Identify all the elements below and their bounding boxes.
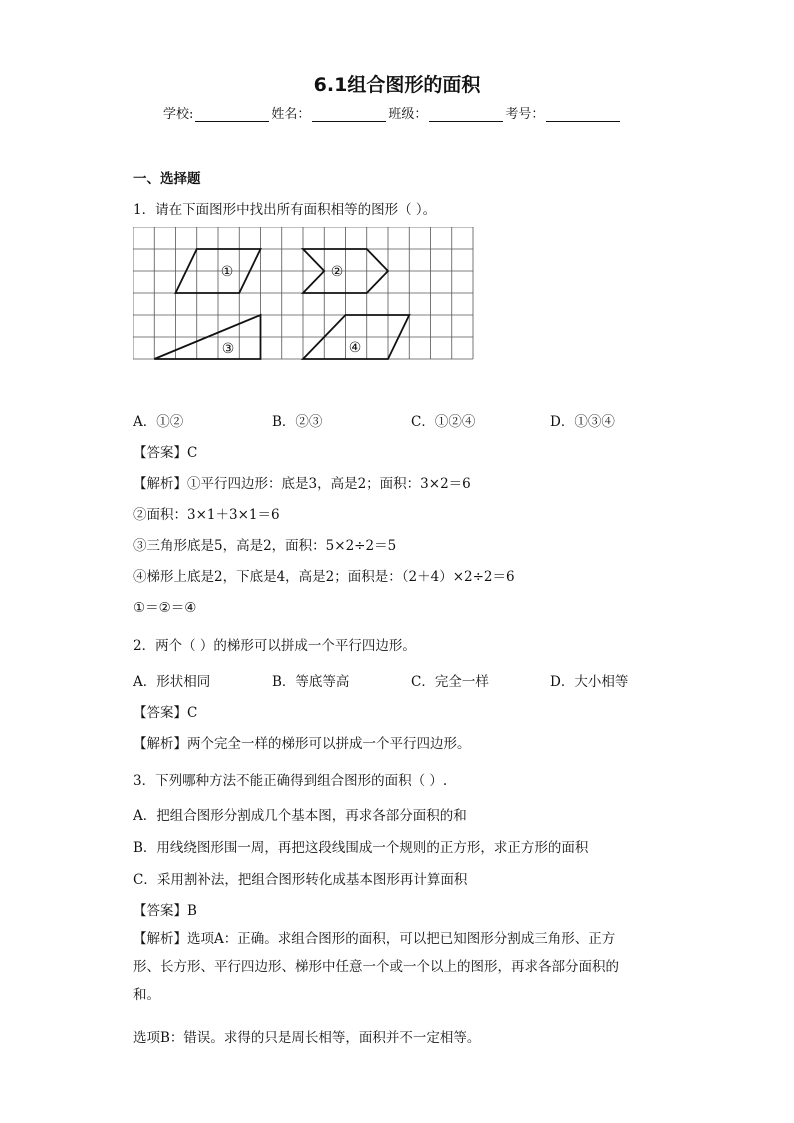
q3-option-b[interactable]: B．用线绕图形围一周，再把这段线围成一个规则的正方形，求正方形的面积 <box>133 840 589 856</box>
section-heading: 一、选择题 <box>133 171 201 187</box>
q2-option-b[interactable]: B．等底等高 <box>272 674 350 690</box>
q1-option-b[interactable]: B．②③ <box>272 414 323 430</box>
q2-option-d[interactable]: D．大小相等 <box>550 674 629 690</box>
q1-option-a[interactable]: A．①② <box>133 414 184 430</box>
q2-stem: 2．两个（ ）的梯形可以拼成一个平行四边形。 <box>133 638 416 654</box>
exam-no-blank[interactable] <box>546 107 620 122</box>
q1-options <box>133 410 689 430</box>
q1-analysis-line: ①＝②＝④ <box>133 600 197 616</box>
q3-stem: 3．下列哪种方法不能正确得到组合图形的面积（ ）. <box>133 773 448 789</box>
q1-answer: 【答案】C <box>133 445 198 461</box>
name-label: 姓名： <box>271 107 311 122</box>
q1-option-c[interactable]: C．①②④ <box>411 414 476 430</box>
q2-options <box>133 670 689 690</box>
school-blank[interactable] <box>195 107 269 122</box>
q1-analysis-line: ④梯形上底是2，下底是4，高是2；面积是：（2＋4）×2÷2＝6 <box>133 569 515 585</box>
q1-grid-figure <box>133 227 474 360</box>
school-label: 学校: <box>163 107 194 122</box>
q2-answer: 【答案】C <box>133 705 198 721</box>
q1-analysis-line: 【解析】①平行四边形：底是3，高是2；面积：3×2＝6 <box>133 476 471 492</box>
q3-option-c[interactable]: C．采用割补法，把组合图形转化成基本图形再计算面积 <box>133 872 468 888</box>
name-blank[interactable] <box>312 107 386 122</box>
q2-analysis: 【解析】两个完全一样的梯形可以拼成一个平行四边形。 <box>133 736 471 752</box>
q1-stem: 1．请在下面图形中找出所有面积相等的图形（ ）。 <box>133 202 437 218</box>
q1-analysis-line: ③三角形底是5，高是2，面积：5×2÷2＝5 <box>133 538 397 554</box>
exam-no-label: 考号： <box>505 107 545 122</box>
class-blank[interactable] <box>429 107 503 122</box>
q3-answer: 【答案】B <box>133 903 197 919</box>
q1-option-d[interactable]: D．①③④ <box>550 414 615 430</box>
shape-3-label: ③ <box>221 341 235 357</box>
student-info-line <box>163 103 622 122</box>
page-title: 6.1组合图形的面积 <box>313 74 481 96</box>
q3-option-a[interactable]: A．把组合图形分割成几个基本图，再求各部分面积的和 <box>133 808 467 824</box>
q3-analysis-b: 选项B：错误。求得的只是周长相等，面积并不一定相等。 <box>133 1030 481 1046</box>
q2-option-a[interactable]: A．形状相同 <box>133 674 211 690</box>
shape-4-label: ④ <box>348 340 362 356</box>
shape-1-label: ① <box>220 264 234 280</box>
q2-option-c[interactable]: C．完全一样 <box>411 674 489 690</box>
shape-2-label: ② <box>330 264 344 280</box>
class-label: 班级： <box>388 107 428 122</box>
q1-analysis-line: ②面积：3×1＋3×1＝6 <box>133 507 280 523</box>
q3-analysis-a: 【解析】选项A：正确。求组合图形的面积，可以把已知图形分割成三角形、正方形、长方形、平行四边形、梯形中任意一个或一个以上的图形，再求各部分面积的和。 <box>133 931 619 1003</box>
